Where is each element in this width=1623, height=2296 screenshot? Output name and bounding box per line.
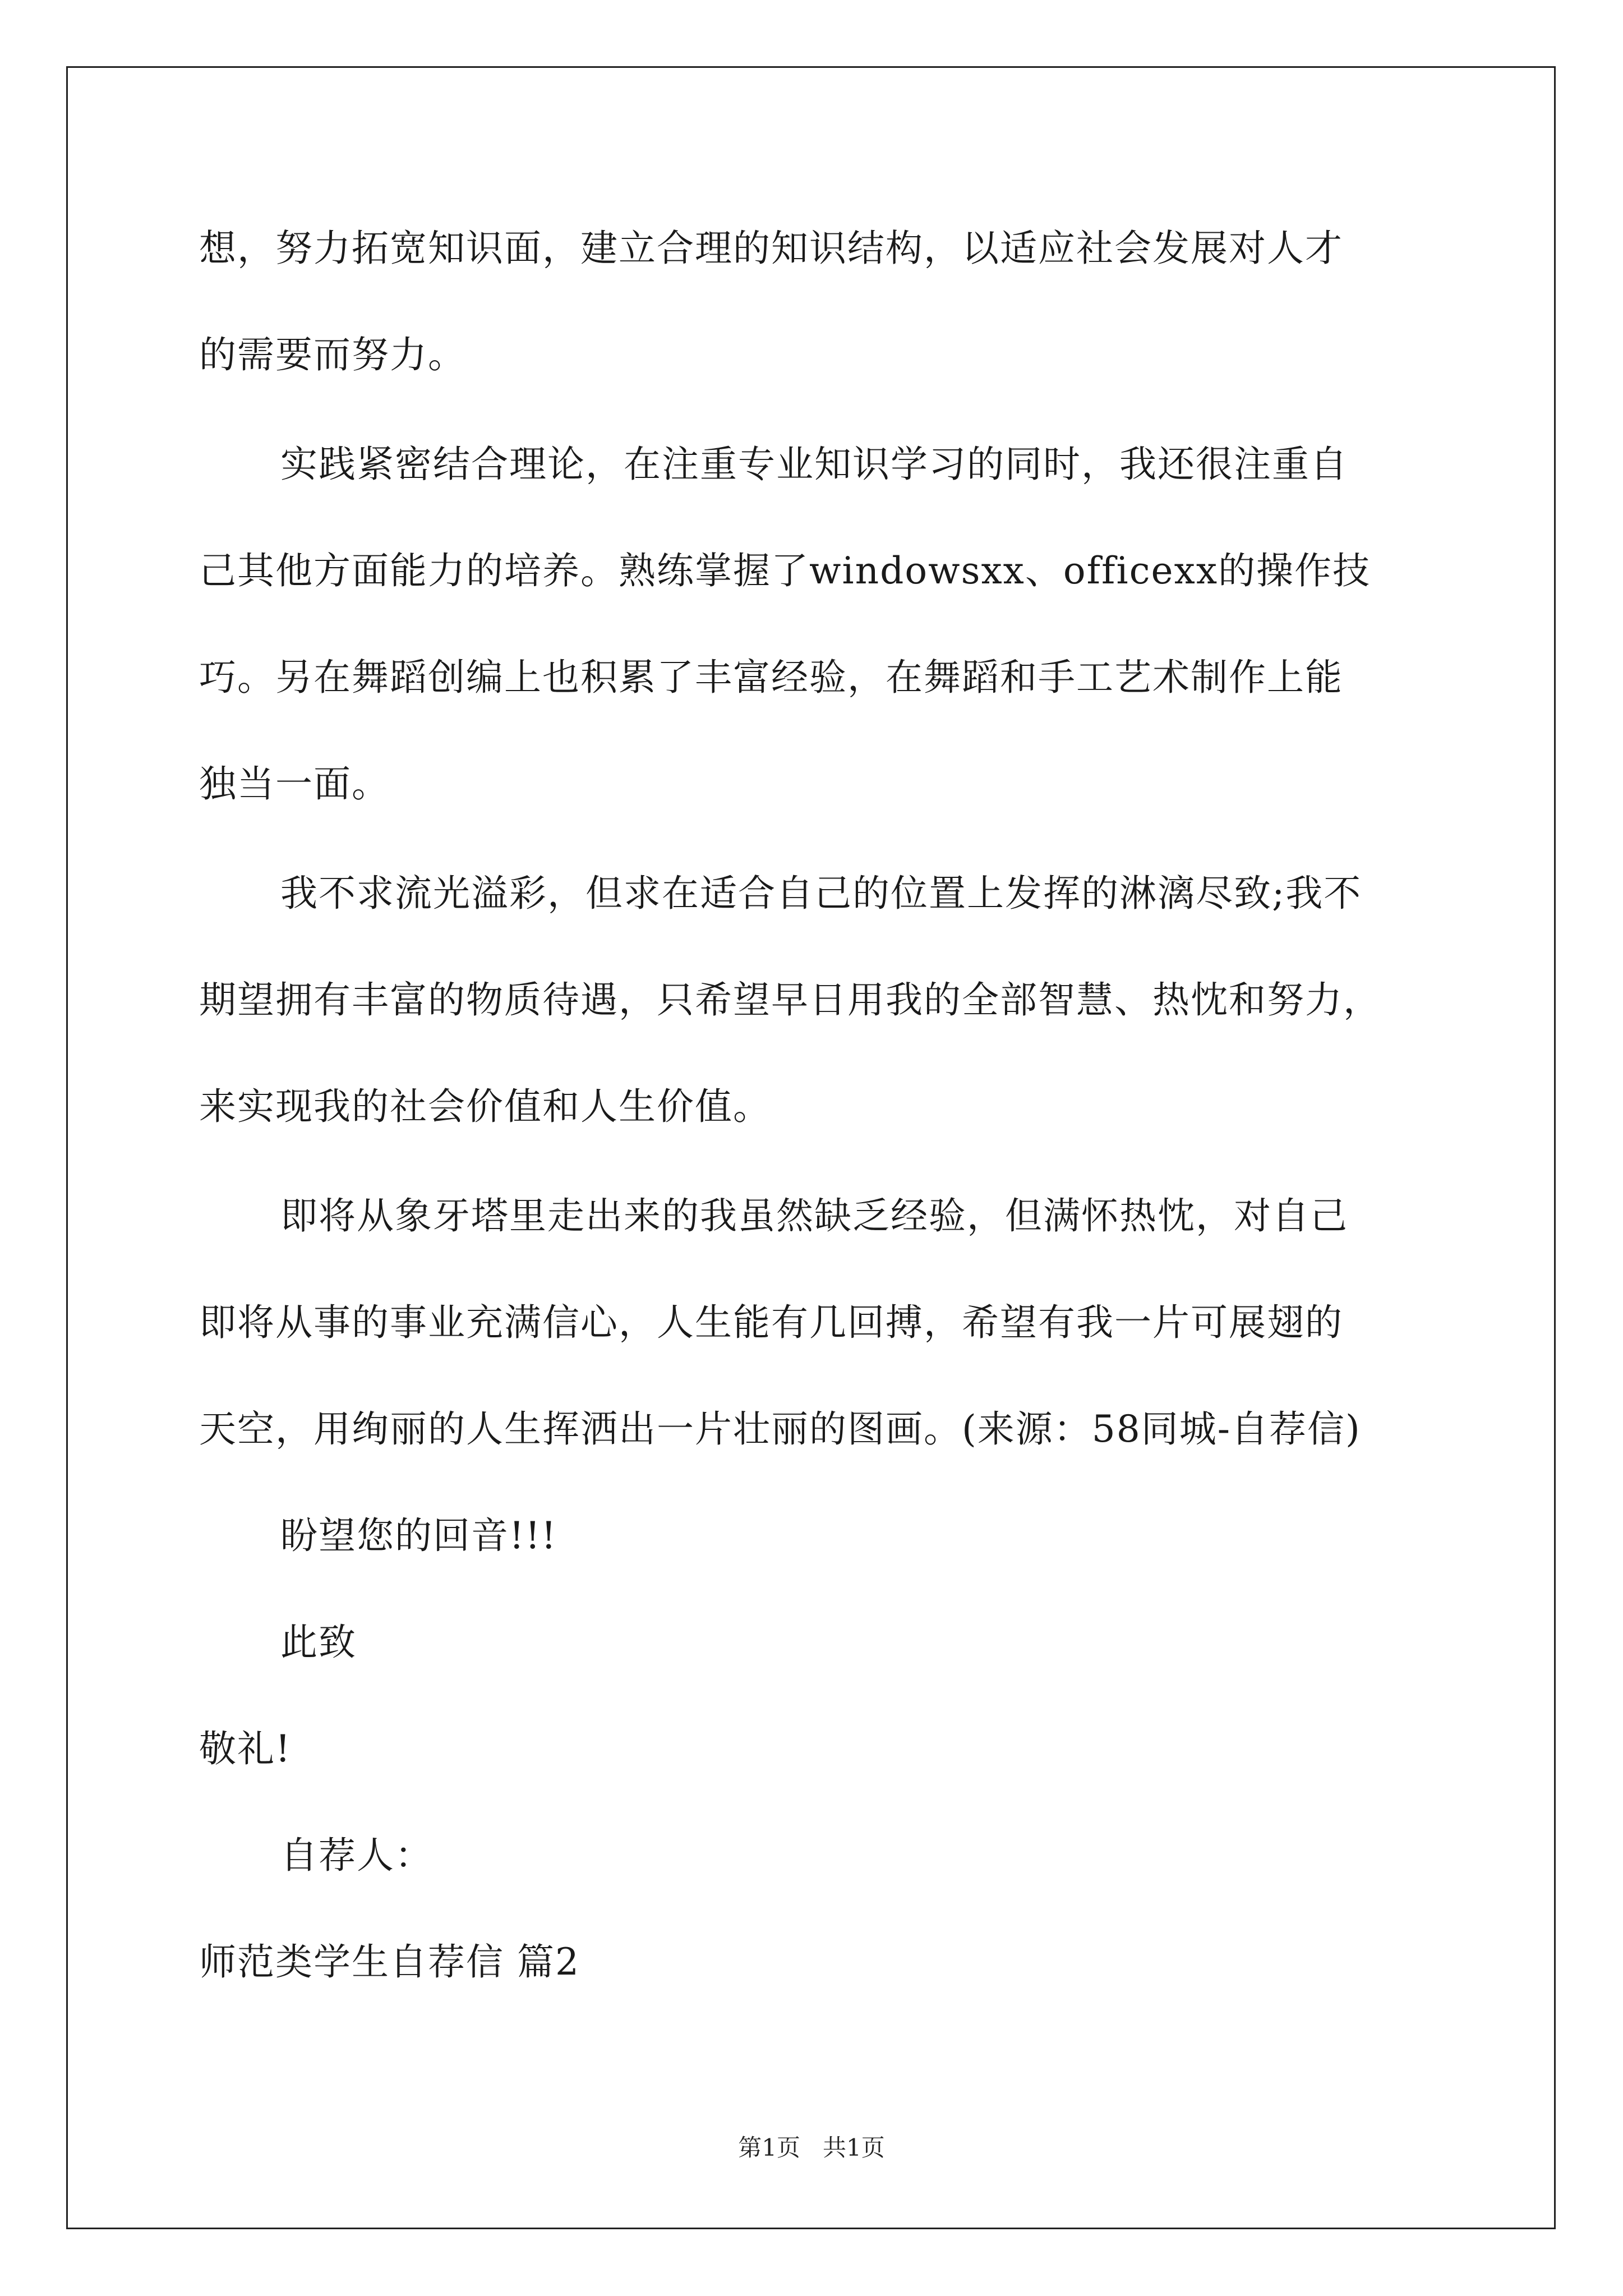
text-line-10: 即将从象牙塔里走出来的我虽然缺乏经验，但满怀热忱，对自己 xyxy=(280,1194,1348,1237)
text-line-15: 敬礼! xyxy=(199,1727,292,1770)
text-line-6: 独当一面。 xyxy=(199,762,390,806)
text-line-14: 此致 xyxy=(280,1621,357,1664)
page-total: 共1页 xyxy=(823,2134,885,2161)
text-line-8: 期望拥有丰富的物质待遇，只希望早日用我的全部智慧、热忱和努力， xyxy=(199,978,1381,1022)
text-line-9: 来实现我的社会价值和人生价值。 xyxy=(199,1085,771,1128)
text-line-5: 巧。另在舞蹈创编上也积累了丰富经验，在舞蹈和手工艺术制作上能 xyxy=(199,656,1343,699)
page-number: 第1页 xyxy=(738,2134,800,2161)
page-footer xyxy=(0,2136,1623,2160)
page-border xyxy=(66,66,1556,2229)
text-line-7: 我不求流光溢彩，但求在适合自己的位置上发挥的淋漓尽致;我不 xyxy=(280,872,1362,915)
text-line-17: 师范类学生自荐信 篇2 xyxy=(199,1940,580,1984)
text-line-4: 己其他方面能力的培养。熟练掌握了windowsxx、officexx的操作技 xyxy=(199,549,1371,592)
text-line-13: 盼望您的回音!!! xyxy=(280,1514,557,1557)
text-line-3: 实践紧密结合理论，在注重专业知识学习的同时，我还很注重自 xyxy=(280,443,1348,486)
text-line-1: 想，努力拓宽知识面，建立合理的知识结构，以适应社会发展对人才 xyxy=(199,227,1343,270)
text-line-11: 即将从事的事业充满信心，人生能有几回搏，希望有我一片可展翅的 xyxy=(199,1301,1343,1344)
text-line-2: 的需要而努力。 xyxy=(199,333,466,376)
text-line-12: 天空，用绚丽的人生挥洒出一片壮丽的图画。(来源：58同城-自荐信) xyxy=(199,1407,1361,1451)
text-line-16: 自荐人： xyxy=(280,1834,433,1877)
